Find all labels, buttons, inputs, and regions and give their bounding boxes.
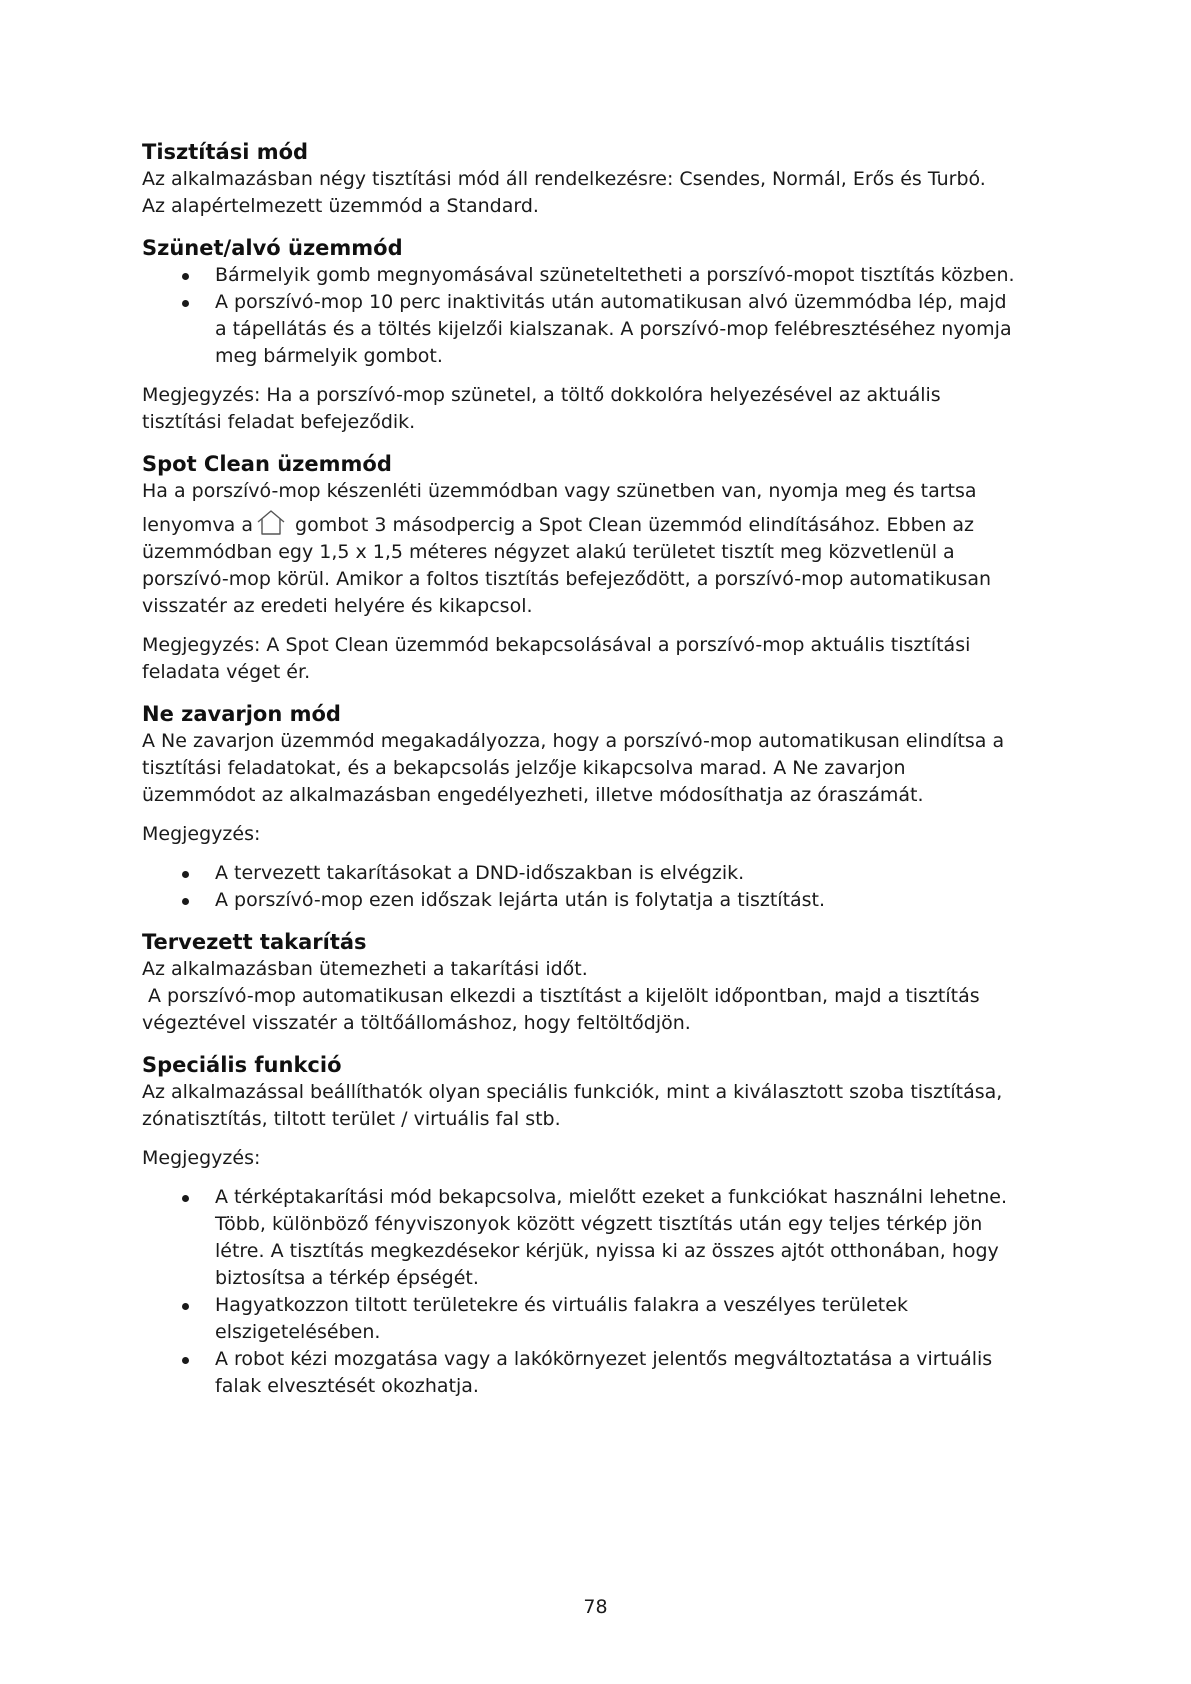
bullet-line: A porszívó-mop ezen időszak lejárta után is folytatja a tisztítást. bbox=[215, 889, 826, 911]
heading-spot-clean: Spot Clean üzemmód bbox=[142, 452, 392, 476]
list-item bbox=[142, 1184, 1072, 1292]
bullet-line: A robot kézi mozgatása vagy a lakókörnyezet jelentős megváltoztatása a virtuális bbox=[215, 1348, 993, 1370]
spot-note-2: feladata véget ér. bbox=[142, 661, 311, 683]
scheduled-text-1: Az alkalmazásban ütemezheti a takarítási időt. bbox=[142, 958, 588, 980]
bullet-line: falak elvesztését okozhatja. bbox=[215, 1375, 479, 1397]
heading-scheduled: Tervezett takarítás bbox=[142, 930, 367, 954]
cleaning-mode-text-2: Az alapértelmezett üzemmód a Standard. bbox=[142, 195, 539, 217]
dnd-text-3: üzemmódot az alkalmazásban engedélyezheti, illetve módosíthatja az óraszámát. bbox=[142, 784, 924, 806]
bullet-line: A tervezett takarításokat a DND-időszakban is elvégzik. bbox=[215, 862, 745, 884]
spot-clean-text-2-before: lenyomva a bbox=[142, 514, 253, 536]
list-item bbox=[142, 887, 1072, 914]
heading-dnd: Ne zavarjon mód bbox=[142, 702, 341, 726]
spot-clean-text-3: üzemmódban egy 1,5 x 1,5 méteres négyzet alakú területet tisztít meg közvetlenül a bbox=[142, 541, 955, 563]
spot-clean-text-4: porszívó-mop körül. Amikor a foltos tisztítás befejeződött, a porszívó-mop automatikusan bbox=[142, 568, 992, 590]
special-list bbox=[142, 1184, 1072, 1400]
bullet-line: elszigetelésében. bbox=[215, 1321, 381, 1343]
pause-sleep-list bbox=[142, 262, 1072, 370]
spot-clean-text-1: Ha a porszívó-mop készenléti üzemmódban vagy szünetben van, nyomja meg és tartsa bbox=[142, 480, 977, 502]
scheduled-text-2: A porszívó-mop automatikusan elkezdi a tisztítást a kijelölt időpontban, majd a tisztítás bbox=[148, 985, 980, 1007]
dnd-text-1: A Ne zavarjon üzemmód megakadályozza, hogy a porszívó-mop automatikusan elindítsa a bbox=[142, 730, 1005, 752]
bullet-line: Hagyatkozzon tiltott területekre és virtuális falakra a veszélyes területek bbox=[215, 1294, 908, 1316]
dnd-list bbox=[142, 860, 1072, 914]
heading-cleaning-mode: Tisztítási mód bbox=[142, 140, 309, 164]
home-icon bbox=[255, 509, 287, 537]
spot-clean-text-2 bbox=[142, 509, 1072, 539]
spot-clean-text-5: visszatér az eredeti helyére és kikapcsol. bbox=[142, 595, 533, 617]
heading-special: Speciális funkció bbox=[142, 1053, 342, 1077]
pause-note-2: tisztítási feladat befejeződik. bbox=[142, 411, 416, 433]
bullet-line: A porszívó-mop 10 perc inaktivitás után automatikusan alvó üzemmódba lép, majd bbox=[215, 291, 1007, 313]
bullet-line: meg bármelyik gombot. bbox=[215, 345, 443, 367]
bullet-line: A térképtakarítási mód bekapcsolva, mielőtt ezeket a funkciókat használni lehetne. bbox=[215, 1186, 1008, 1208]
list-item bbox=[142, 289, 1072, 370]
dnd-note-label: Megjegyzés: bbox=[142, 823, 261, 845]
bullet-line: biztosítsa a térkép épségét. bbox=[215, 1267, 479, 1289]
cleaning-mode-text-1: Az alkalmazásban négy tisztítási mód áll rendelkezésre: Csendes, Normál, Erős és Turbó. bbox=[142, 168, 986, 190]
document-page bbox=[142, 138, 1072, 1400]
special-note-label: Megjegyzés: bbox=[142, 1147, 261, 1169]
special-text-2: zónatisztítás, tiltott terület / virtuális fal stb. bbox=[142, 1108, 561, 1130]
bullet-line: a tápellátás és a töltés kijelzői kialszanak. A porszívó-mop felébresztéséhez nyomja bbox=[215, 318, 1012, 340]
bullet-line: Bármelyik gomb megnyomásával szüneteltetheti a porszívó-mopot tisztítás közben. bbox=[215, 264, 1015, 286]
dnd-text-2: tisztítási feladatokat, és a bekapcsolás jelzője kikapcsolva marad. A Ne zavarjon bbox=[142, 757, 906, 779]
bullet-line: Több, különböző fényviszonyok között végzett tisztítás után egy teljes térkép jön bbox=[215, 1213, 983, 1235]
bullet-line: létre. A tisztítás megkezdésekor kérjük, nyissa ki az összes ajtót otthonában, hogy bbox=[215, 1240, 999, 1262]
pause-note-1: Megjegyzés: Ha a porszívó-mop szünetel, a töltő dokkolóra helyezésével az aktuális bbox=[142, 384, 941, 406]
list-item bbox=[142, 860, 1072, 887]
list-item bbox=[142, 1292, 1072, 1346]
heading-pause-sleep: Szünet/alvó üzemmód bbox=[142, 236, 403, 260]
page-number: 78 bbox=[583, 1596, 608, 1618]
spot-clean-text-2-after: gombot 3 másodpercig a Spot Clean üzemmód elindításához. Ebben az bbox=[288, 514, 975, 536]
list-item bbox=[142, 1346, 1072, 1400]
special-text-1: Az alkalmazással beállíthatók olyan speciális funkciók, mint a kiválasztott szoba tisztítása, bbox=[142, 1081, 1003, 1103]
scheduled-text-3: végeztével visszatér a töltőállomáshoz, hogy feltöltődjön. bbox=[142, 1012, 691, 1034]
spot-note-1: Megjegyzés: A Spot Clean üzemmód bekapcsolásával a porszívó-mop aktuális tisztítási bbox=[142, 634, 971, 656]
list-item bbox=[142, 262, 1072, 289]
